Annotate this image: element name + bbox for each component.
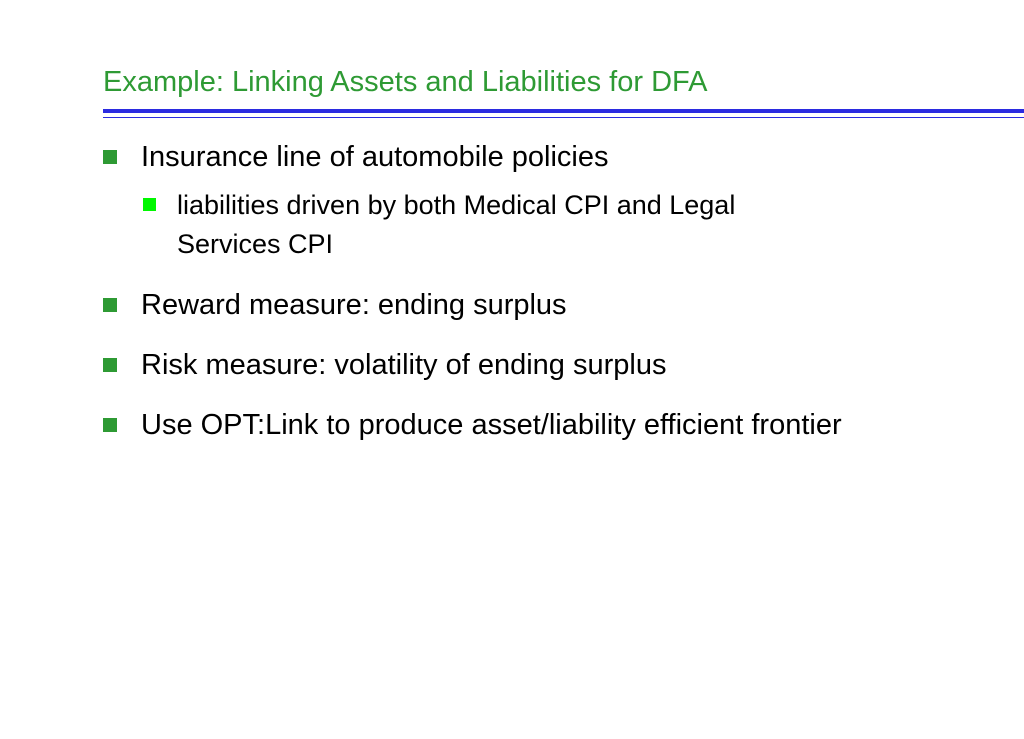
square-bullet-icon	[103, 358, 117, 372]
sub-bullet-text-line2: Services CPI	[177, 229, 334, 259]
title-rule-thick	[103, 109, 1024, 113]
square-bullet-icon	[103, 298, 117, 312]
square-bullet-icon	[143, 198, 156, 211]
square-bullet-icon	[103, 150, 117, 164]
slide-title: Example: Linking Assets and Liabilities for DFA	[103, 66, 708, 98]
title-rule-thin	[103, 117, 1024, 118]
bullet-text: Use OPT:Link to produce asset/liability efficient frontier	[141, 409, 842, 441]
square-bullet-icon	[103, 418, 117, 432]
bullet-text: Insurance line of automobile policies	[141, 141, 609, 173]
sub-bullet-text-line1: liabilities driven by both Medical CPI and Legal	[177, 190, 736, 220]
bullet-text: Risk measure: volatility of ending surplus	[141, 349, 667, 381]
bullet-text: Reward measure: ending surplus	[141, 289, 567, 321]
